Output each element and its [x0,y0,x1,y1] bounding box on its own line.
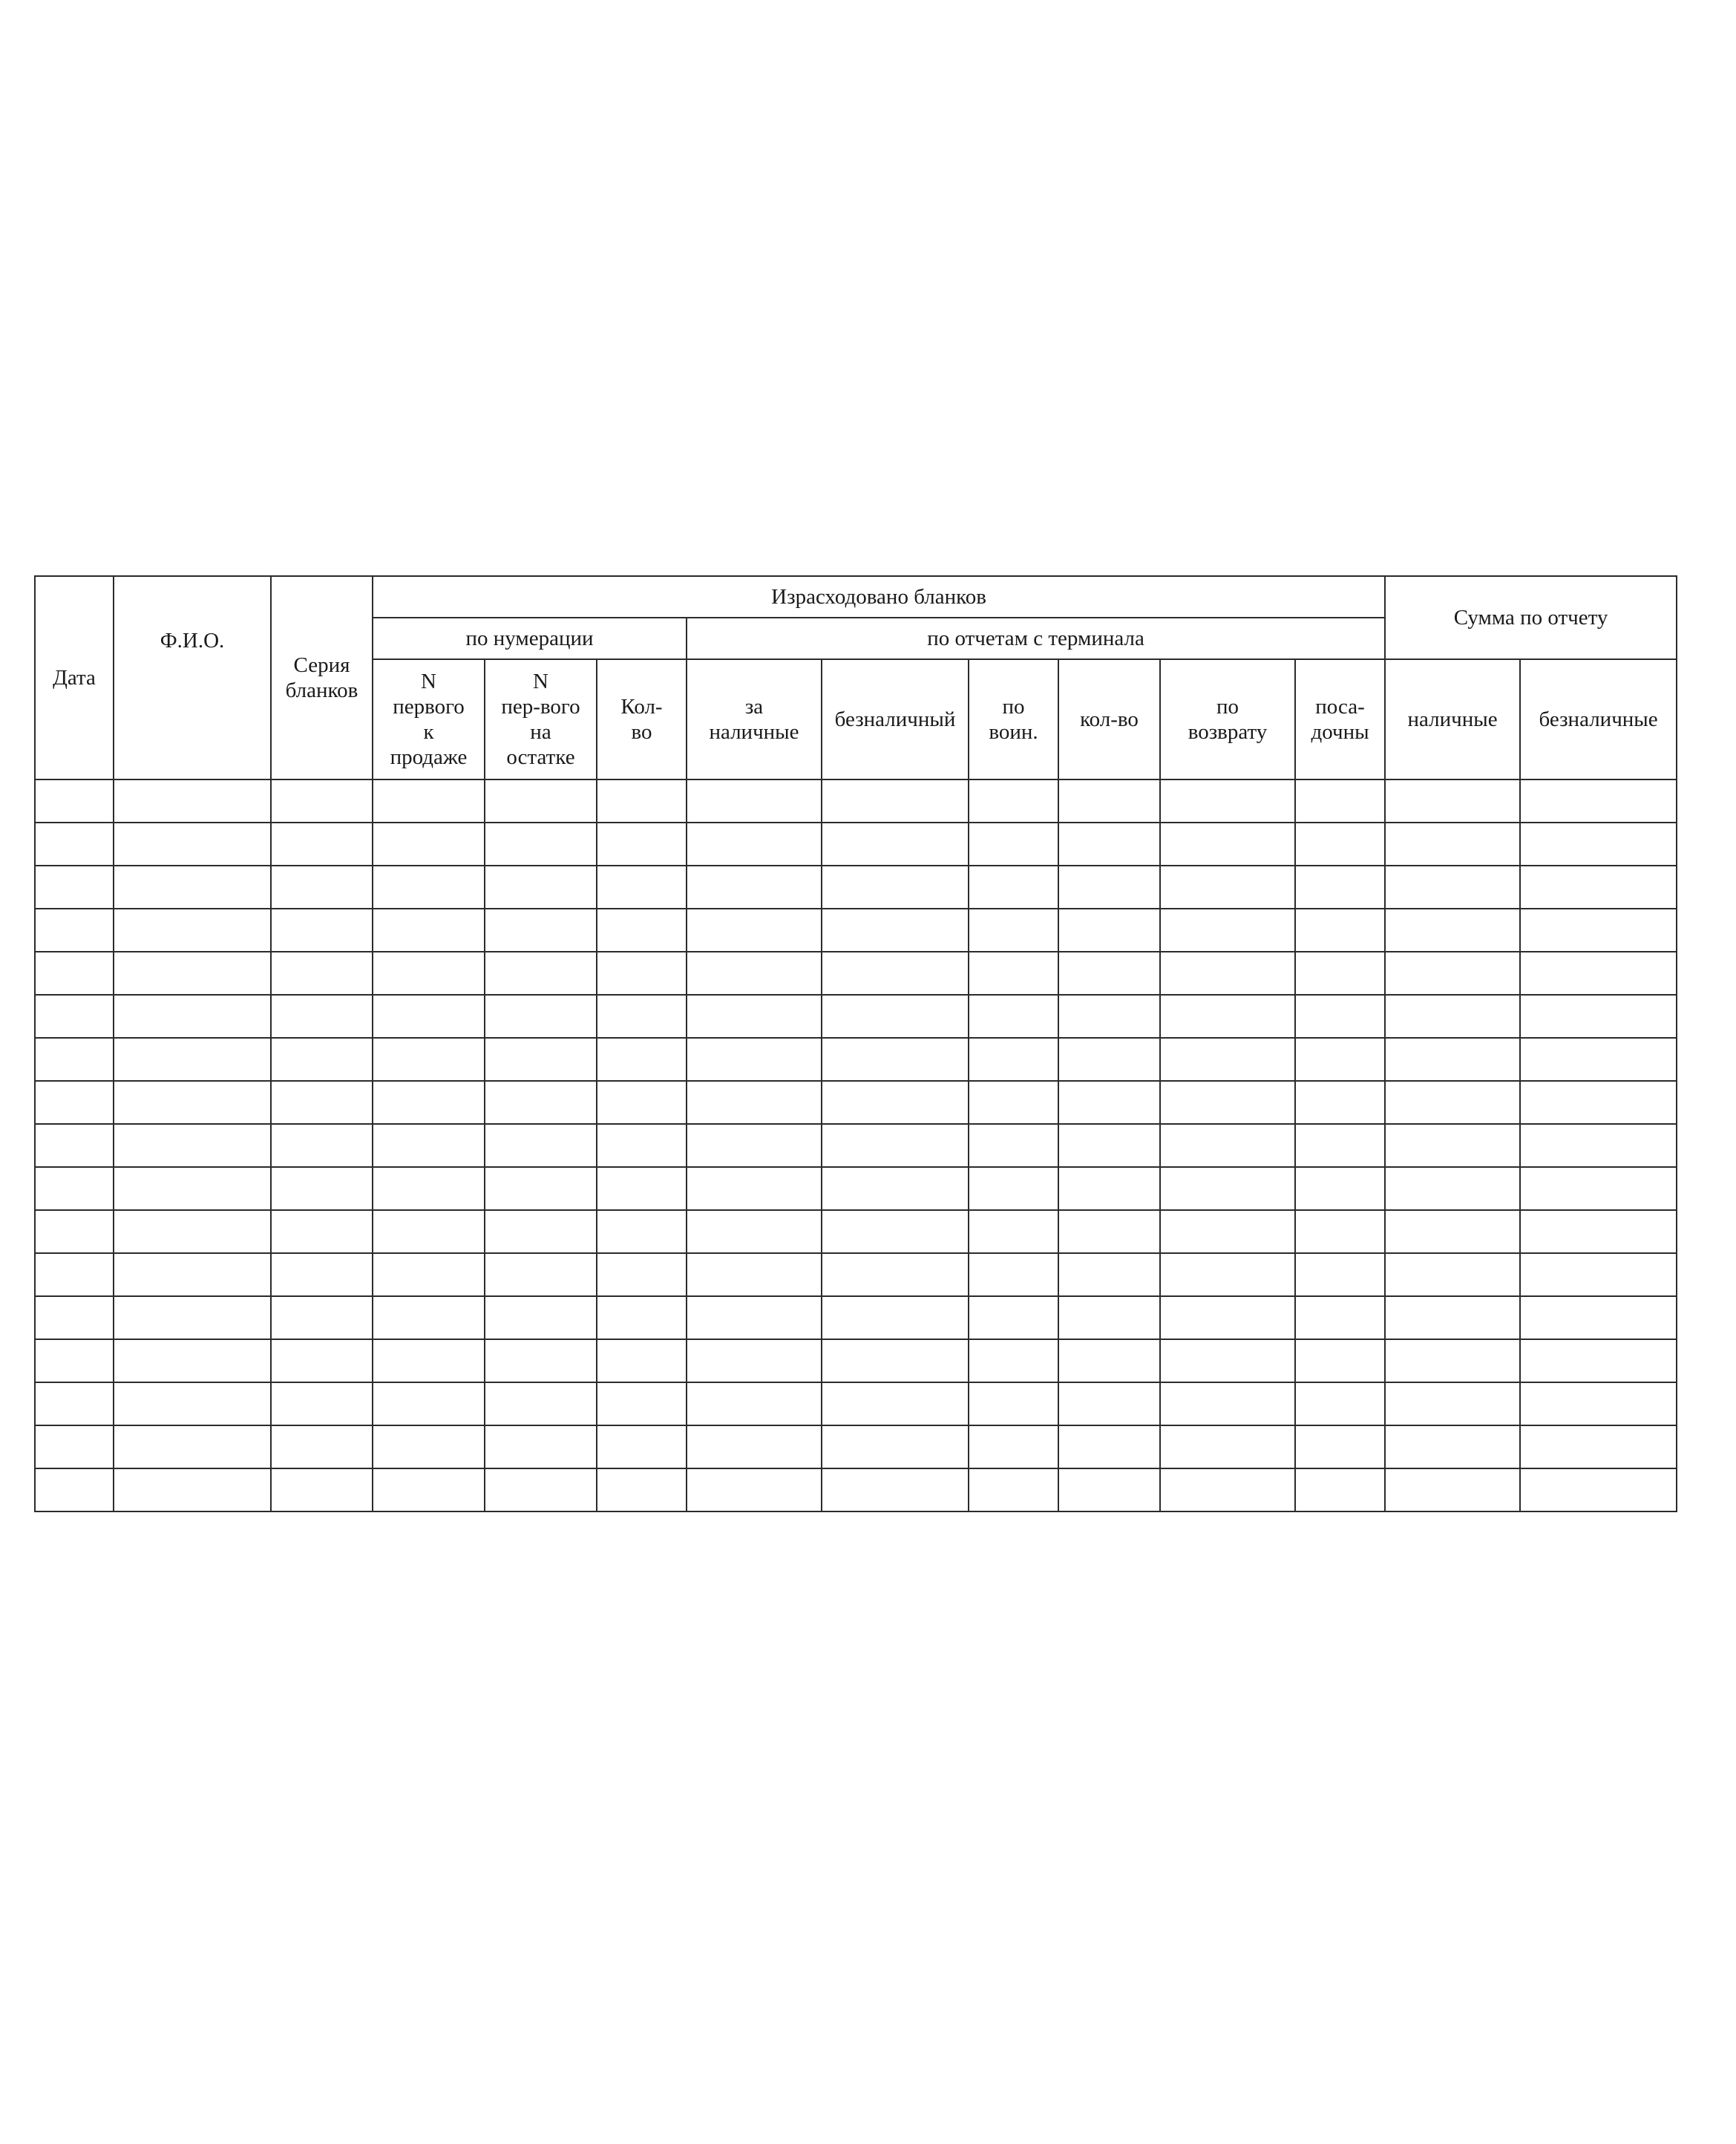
form-cell[interactable] [35,866,114,909]
form-cell[interactable] [35,909,114,952]
table-row [35,909,1677,952]
form-cell[interactable] [1160,1468,1295,1511]
form-cell[interactable] [1520,1339,1677,1382]
table-row [35,1038,1677,1081]
form-cell[interactable] [1295,823,1385,866]
form-cell[interactable] [1520,1296,1677,1339]
form-cell[interactable] [969,1081,1058,1124]
form-cell[interactable] [1058,1167,1160,1210]
form-cell[interactable] [1385,909,1520,952]
form-cell[interactable] [1385,1167,1520,1210]
form-cell[interactable] [1520,1425,1677,1468]
form-cell[interactable] [822,1167,969,1210]
form-cell[interactable] [1058,909,1160,952]
form-cell[interactable] [969,909,1058,952]
form-cell[interactable] [35,1296,114,1339]
form-cell[interactable] [1385,1210,1520,1253]
table-row [35,1253,1677,1296]
form-cell[interactable] [1058,1038,1160,1081]
form-cell[interactable] [597,1038,687,1081]
form-cell[interactable] [1385,1339,1520,1382]
form-cell[interactable] [485,823,597,866]
form-cell[interactable] [1160,1167,1295,1210]
header-boarding: поса- дочны [1295,659,1385,780]
form-cell[interactable] [373,1468,485,1511]
form-cell[interactable] [35,1468,114,1511]
form-cell[interactable] [1160,1296,1295,1339]
form-cell[interactable] [1160,1081,1295,1124]
header-date-label: Дата [53,666,96,690]
form-cell[interactable] [485,780,597,823]
form-cell[interactable] [1520,952,1677,995]
table-row [35,952,1677,995]
form-cell[interactable] [1058,823,1160,866]
form-cell[interactable] [114,995,271,1038]
form-cell[interactable] [373,1167,485,1210]
form-cell[interactable] [1295,1124,1385,1167]
header-cashless: безналичный [822,659,969,780]
form-cell[interactable] [1058,866,1160,909]
form-cell[interactable] [969,1468,1058,1511]
form-cell[interactable] [597,952,687,995]
form-cell[interactable] [35,1081,114,1124]
header-first-sold: N первого к продаже [373,659,485,780]
form-cell[interactable] [35,1167,114,1210]
form-cell[interactable] [271,1425,373,1468]
form-cell[interactable] [271,780,373,823]
header-sum-cash: наличные [1385,659,1520,780]
form-cell[interactable] [1160,1210,1295,1253]
form-cell[interactable] [969,1124,1058,1167]
form-cell[interactable] [114,1253,271,1296]
form-cell[interactable] [1160,1382,1295,1425]
form-cell[interactable] [1160,1339,1295,1382]
form-cell[interactable] [1295,1339,1385,1382]
table-row [35,823,1677,866]
form-cell[interactable] [271,995,373,1038]
form-cell[interactable] [485,909,597,952]
form-cell[interactable] [114,1339,271,1382]
form-cell[interactable] [1520,1081,1677,1124]
form-cell[interactable] [1058,1210,1160,1253]
form-cell[interactable] [597,1253,687,1296]
form-cell[interactable] [114,952,271,995]
form-cell[interactable] [597,995,687,1038]
form-cell[interactable] [1520,1124,1677,1167]
form-cell[interactable] [687,909,822,952]
form-cell[interactable] [687,1339,822,1382]
form-cell[interactable] [1160,1038,1295,1081]
form-cell[interactable] [1295,780,1385,823]
form-cell[interactable] [1058,1382,1160,1425]
form-cell[interactable] [687,952,822,995]
form-cell[interactable] [597,1468,687,1511]
header-date [35,576,114,780]
form-cell[interactable] [969,1253,1058,1296]
form-cell[interactable] [687,995,822,1038]
form-cell[interactable] [1385,995,1520,1038]
form-cell[interactable] [1058,952,1160,995]
form-cell[interactable] [114,1167,271,1210]
form-cell[interactable] [271,909,373,952]
table-row [35,1124,1677,1167]
header-for-cash: за наличные [687,659,822,780]
form-cell[interactable] [485,1425,597,1468]
form-cell[interactable] [687,1253,822,1296]
table-row [35,1468,1677,1511]
form-cell[interactable] [114,780,271,823]
form-cell[interactable] [1295,866,1385,909]
form-cell[interactable] [822,1124,969,1167]
form-cell[interactable] [114,823,271,866]
form-cell[interactable] [271,866,373,909]
form-cell[interactable] [485,1339,597,1382]
table-row [35,866,1677,909]
form-cell[interactable] [822,952,969,995]
form-cell[interactable] [687,823,822,866]
form-cell[interactable] [114,1124,271,1167]
header-fio [114,576,271,780]
form-cell[interactable] [1295,995,1385,1038]
form-cell[interactable] [597,1382,687,1425]
form-cell[interactable] [373,1210,485,1253]
form-cell[interactable] [1385,1253,1520,1296]
form-cell[interactable] [1385,1296,1520,1339]
form-cell[interactable] [1295,1425,1385,1468]
form-cell[interactable] [822,909,969,952]
form-cell[interactable] [114,1081,271,1124]
form-cell[interactable] [597,1425,687,1468]
header-by-numbering: по нумерации [373,618,687,659]
form-cell[interactable] [1520,995,1677,1038]
form-cell[interactable] [1160,823,1295,866]
form-cell[interactable] [597,1296,687,1339]
form-cell[interactable] [969,1382,1058,1425]
form-cell[interactable] [373,1081,485,1124]
form-cell[interactable] [1058,1253,1160,1296]
form-cell[interactable] [597,1124,687,1167]
form-cell[interactable] [687,1124,822,1167]
form-cell[interactable] [687,1038,822,1081]
form-cell[interactable] [271,952,373,995]
form-cell[interactable] [485,1038,597,1081]
table-row [35,1425,1677,1468]
table-row [35,1167,1677,1210]
header-series: Серия бланков [271,576,373,780]
form-cell[interactable] [114,1038,271,1081]
form-cell[interactable] [597,909,687,952]
form-cell[interactable] [1520,1210,1677,1253]
form-cell[interactable] [1520,866,1677,909]
form-cell[interactable] [485,1253,597,1296]
table-row [35,1296,1677,1339]
form-cell[interactable] [373,995,485,1038]
form-cell[interactable] [35,1382,114,1425]
form-cell[interactable] [114,1296,271,1339]
form-cell[interactable] [687,1081,822,1124]
form-cell[interactable] [1058,1296,1160,1339]
form-cell[interactable] [1058,1425,1160,1468]
form-cell[interactable] [485,1468,597,1511]
form-cell[interactable] [271,1038,373,1081]
form-cell[interactable] [822,1081,969,1124]
form-cell[interactable] [1385,1425,1520,1468]
form-cell[interactable] [373,780,485,823]
form-cell[interactable] [114,866,271,909]
form-cell[interactable] [35,1038,114,1081]
form-cell[interactable] [1160,1253,1295,1296]
form-cell[interactable] [271,1081,373,1124]
form-cell[interactable] [1385,1382,1520,1425]
form-cell[interactable] [35,823,114,866]
form-cell[interactable] [373,1038,485,1081]
table-row [35,1210,1677,1253]
form-cell[interactable] [485,952,597,995]
form-header [35,576,1677,780]
form-cell[interactable] [969,952,1058,995]
form-cell[interactable] [35,1339,114,1382]
form-cell[interactable] [1058,1124,1160,1167]
form-cell[interactable] [485,1124,597,1167]
form-cell[interactable] [822,823,969,866]
form-cell[interactable] [271,823,373,866]
form-cell[interactable] [597,1167,687,1210]
form-cell[interactable] [271,1253,373,1296]
table-row [35,1382,1677,1425]
form-cell[interactable] [1160,909,1295,952]
form-cell[interactable] [1520,1468,1677,1511]
form-cell[interactable] [687,1468,822,1511]
form-cell[interactable] [1520,823,1677,866]
form-cell[interactable] [822,1468,969,1511]
form-cell[interactable] [271,1468,373,1511]
form-cell[interactable] [1295,1167,1385,1210]
form-cell[interactable] [822,1296,969,1339]
form-cell[interactable] [35,780,114,823]
form-cell[interactable] [1058,1468,1160,1511]
form-cell[interactable] [822,780,969,823]
form-cell[interactable] [1295,1296,1385,1339]
form-cell[interactable] [597,823,687,866]
form-cell[interactable] [969,780,1058,823]
form-cell[interactable] [1160,866,1295,909]
form-cell[interactable] [597,1210,687,1253]
form-cell[interactable] [1160,780,1295,823]
form-cell[interactable] [687,780,822,823]
form-cell[interactable] [373,823,485,866]
form-cell[interactable] [35,1124,114,1167]
form-cell[interactable] [485,995,597,1038]
form-cell[interactable] [822,995,969,1038]
form-cell[interactable] [114,1425,271,1468]
form-cell[interactable] [969,866,1058,909]
form-cell[interactable] [1160,995,1295,1038]
form-cell[interactable] [373,1124,485,1167]
form-cell[interactable] [1058,1081,1160,1124]
form-cell[interactable] [373,1339,485,1382]
form-cell[interactable] [35,1210,114,1253]
form-cell[interactable] [373,1382,485,1425]
form-cell[interactable] [1520,909,1677,952]
form-cell[interactable] [1295,952,1385,995]
form-cell[interactable] [373,909,485,952]
form-cell[interactable] [687,1425,822,1468]
header-count-numbering: Кол- во [597,659,687,780]
form-cell[interactable] [969,1425,1058,1468]
form-cell[interactable] [969,1038,1058,1081]
header-used-forms: Израсходовано бланков [373,576,1385,618]
form-cell[interactable] [822,1382,969,1425]
form-cell[interactable] [969,1210,1058,1253]
form-cell[interactable] [1160,1425,1295,1468]
form-cell[interactable] [35,995,114,1038]
form-cell[interactable] [1385,823,1520,866]
form-cell[interactable] [485,1382,597,1425]
form-cell[interactable] [485,866,597,909]
form-cell[interactable] [822,1253,969,1296]
form-cell[interactable] [822,866,969,909]
form-cell[interactable] [1295,1081,1385,1124]
form-cell[interactable] [1058,1339,1160,1382]
form-cell[interactable] [687,1382,822,1425]
form-cell[interactable] [1385,1038,1520,1081]
form-cell[interactable] [969,823,1058,866]
form-cell[interactable] [35,1425,114,1468]
form-cell[interactable] [271,1167,373,1210]
form-cell[interactable] [1385,866,1520,909]
form-cell[interactable] [373,1253,485,1296]
report-form-table [34,575,1677,1512]
table-row [35,995,1677,1038]
form-cell[interactable] [687,1167,822,1210]
form-cell[interactable] [271,1210,373,1253]
form-cell[interactable] [1520,1038,1677,1081]
header-report-sum: Сумма по отчету [1385,576,1677,659]
form-cell[interactable] [114,909,271,952]
form-cell[interactable] [1295,1468,1385,1511]
form-cell[interactable] [687,1210,822,1253]
form-cell[interactable] [1295,909,1385,952]
form-cell[interactable] [373,952,485,995]
form-cell[interactable] [597,1339,687,1382]
header-by-terminal: по отчетам с терминала [687,618,1385,659]
form-cell[interactable] [597,780,687,823]
form-cell[interactable] [1385,952,1520,995]
form-cell[interactable] [114,1210,271,1253]
form-cell[interactable] [687,1296,822,1339]
form-cell[interactable] [597,866,687,909]
form-cell[interactable] [822,1339,969,1382]
table-row [35,1339,1677,1382]
form-cell[interactable] [969,995,1058,1038]
form-cell[interactable] [1385,780,1520,823]
header-count-terminal: кол-во [1058,659,1160,780]
form-cell[interactable] [1520,780,1677,823]
form-cell[interactable] [1520,1382,1677,1425]
form-cell[interactable] [373,1296,485,1339]
form-cell[interactable] [1385,1468,1520,1511]
header-military: по воин. [969,659,1058,780]
form-cell[interactable] [1295,1382,1385,1425]
header-refund: по возврату [1160,659,1295,780]
header-fio-label: Ф.И.О. [160,629,225,653]
form-cell[interactable] [1520,1167,1677,1210]
header-first-remaining: N пер-вого на остатке [485,659,597,780]
form-cell[interactable] [35,952,114,995]
form-cell[interactable] [822,1038,969,1081]
form-cell[interactable] [485,1296,597,1339]
form-cell[interactable] [485,1210,597,1253]
form-cell[interactable] [687,866,822,909]
form-cell[interactable] [1295,1253,1385,1296]
form-cell[interactable] [1058,780,1160,823]
form-cell[interactable] [969,1339,1058,1382]
form-cell[interactable] [485,1167,597,1210]
table-row [35,780,1677,823]
form-cell[interactable] [271,1296,373,1339]
table-row [35,1081,1677,1124]
form-cell[interactable] [969,1296,1058,1339]
form-cell[interactable] [1385,1081,1520,1124]
form-cell[interactable] [822,1210,969,1253]
form-cell[interactable] [1520,1253,1677,1296]
form-cell[interactable] [1058,995,1160,1038]
header-sum-cashless: безналичные [1520,659,1677,780]
form-cell[interactable] [35,1253,114,1296]
form-cell[interactable] [822,1425,969,1468]
form-cell[interactable] [1385,1124,1520,1167]
form-cell[interactable] [114,1382,271,1425]
form-cell[interactable] [271,1339,373,1382]
form-cell[interactable] [1160,1124,1295,1167]
form-cell[interactable] [1295,1038,1385,1081]
form-cell[interactable] [373,1425,485,1468]
form-body [35,780,1677,1511]
form-cell[interactable] [485,1081,597,1124]
form-cell[interactable] [1295,1210,1385,1253]
form-cell[interactable] [271,1124,373,1167]
form-cell[interactable] [597,1081,687,1124]
form-cell[interactable] [969,1167,1058,1210]
form-cell[interactable] [1160,952,1295,995]
form-cell[interactable] [114,1468,271,1511]
form-cell[interactable] [271,1382,373,1425]
form-cell[interactable] [373,866,485,909]
